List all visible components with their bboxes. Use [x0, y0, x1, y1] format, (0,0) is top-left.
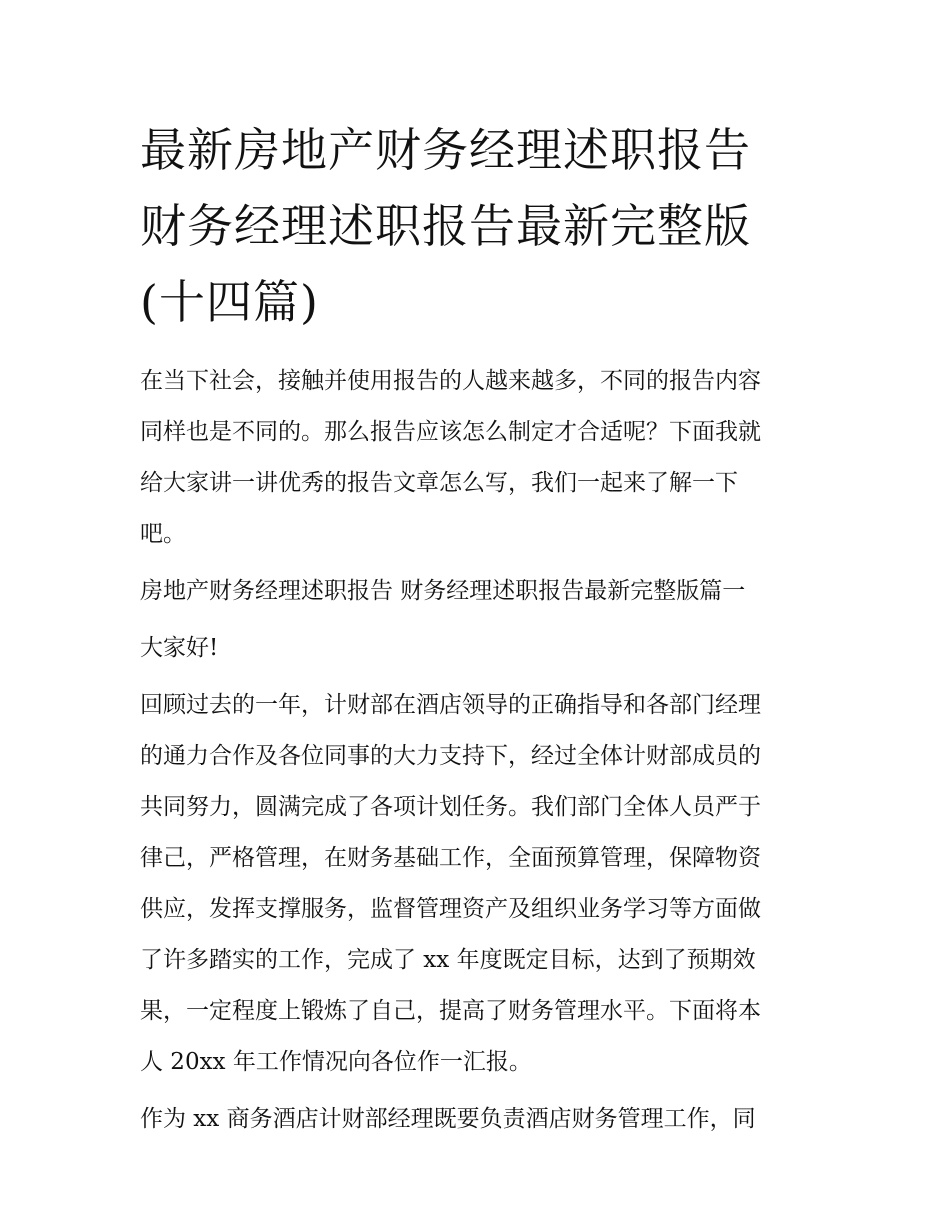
text-line: 供应，发挥支撑服务，监督管理资产及组织业务学习等方面做	[140, 896, 761, 922]
title-line: 最新房地产财务经理述职报告	[140, 123, 751, 177]
role-paragraph	[140, 1094, 820, 1145]
intro-paragraph	[140, 356, 820, 560]
text-line: 给大家讲一讲优秀的报告文章怎么写，我们一起来了解一下	[140, 470, 738, 496]
title-line: (十四篇)	[140, 275, 319, 329]
text-line: 共同努力，圆满完成了各项计划任务。我们部门全体人员严于	[140, 794, 761, 820]
section-heading	[140, 566, 820, 617]
text-line: 了许多踏实的工作，完成了 xx 年度既定目标，达到了预期效	[140, 947, 756, 973]
title-line: 财务经理述职报告最新完整版	[140, 199, 751, 253]
text-line: 的通力合作及各位同事的大力支持下，经过全体计财部成员的	[140, 743, 761, 769]
greeting-paragraph	[140, 623, 820, 674]
text-line: 大家好!	[140, 635, 219, 661]
text-line: 律己，严格管理，在财务基础工作，全面预算管理，保障物资	[140, 845, 761, 871]
text-line: 在当下社会，接触并使用报告的人越来越多，不同的报告内容	[140, 368, 761, 394]
document-title	[140, 112, 820, 340]
document-body	[140, 356, 820, 1151]
text-line: 作为 xx 商务酒店计财部经理既要负责酒店财务管理工作，同	[140, 1106, 756, 1132]
review-paragraph	[140, 680, 820, 1088]
text-line: 果，一定程度上锻炼了自己，提高了财务管理水平。下面将本	[140, 998, 761, 1024]
text-line: 人 20xx 年工作情况向各位作一汇报。	[140, 1049, 532, 1075]
text-line: 回顾过去的一年，计财部在酒店领导的正确指导和各部门经理	[140, 692, 761, 718]
text-line: 同样也是不同的。那么报告应该怎么制定才合适呢？下面我就	[140, 419, 761, 445]
text-line: 吧。	[140, 521, 186, 547]
text-line: 房地产财务经理述职报告 财务经理述职报告最新完整版篇一	[140, 578, 746, 604]
